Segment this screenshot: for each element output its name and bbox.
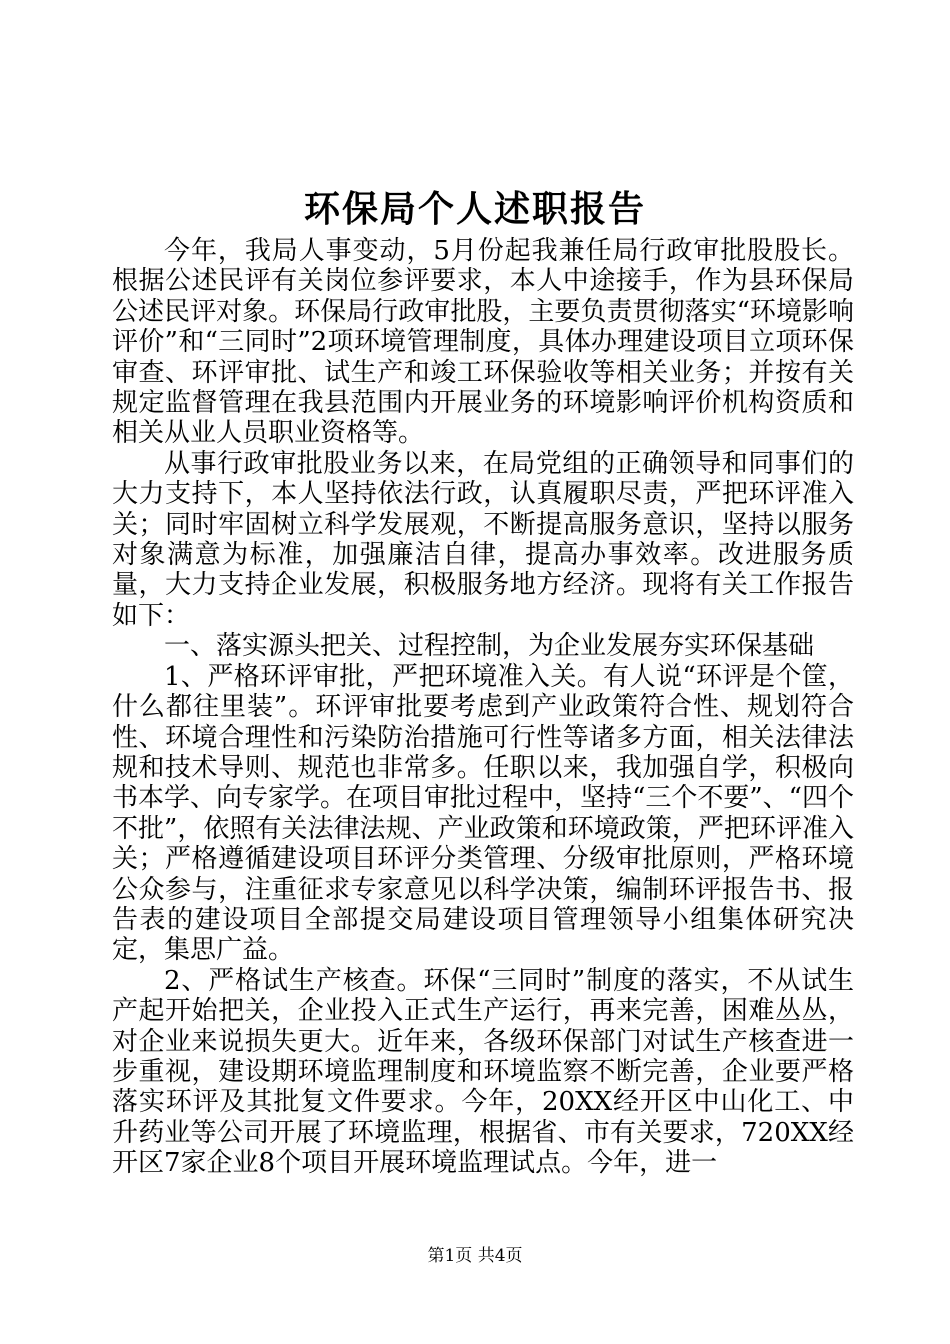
paragraph-3: 1、严格环评审批，严把环境准入关。有人说“环评是个筐，什么都往里装”。环评审批要考虑到产业政策符合性、规划符合性、环境合理性和污染防治措施可行性等诸多方面，相关法律法规和技术导则、规范也非常多。任职以来，我加强自学，积极向书本学、向专家学。在项目审批过程中，坚持“三个不要”、“四个不批”，依照有关法律法规、产业政策和环境政策，严把环评准入关；严格遵循建设项目环评分类管理、分级审批原则，严格环境公众参与，注重征求专家意见以科学决策，编制环评报告书、报告表的建设项目全部提交局建设项目管理领导小组集体研究决定，集思广益。 <box>112 661 854 966</box>
section-heading-1: 一、落实源头把关、过程控制，为企业发展夯实环保基础 <box>164 631 815 662</box>
paragraph-4: 2、严格试生产核查。环保“三同时”制度的落实，不从试生产起开始把关，企业投入正式生产运行，再来完善，困难丛丛，对企业来说损失更大。近年来，各级环保部门对试生产核查进一步重视，建设期环境监理制度和环境监察不断完善，企业要严格落实环评及其批复文件要求。今年，20XX经开区中山化工、中升药业等公司开展了环境监理，根据省、市有关要求，720XX经开区7家企业8个项目开展环境监理试点。今年，进一 <box>112 965 854 1179</box>
paragraph-2: 从事行政审批股业务以来，在局党组的正确领导和同事们的大力支持下，本人坚持依法行政，认真履职尽责，严把环评准入关；同时牢固树立科学发展观，不断提高服务意识，坚持以服务对象满意为标准，加强廉洁自律，提高办事效率。改进服务质量，大力支持企业发展，积极服务地方经济。现将有关工作报告如下： <box>112 448 854 631</box>
document-title: 环保局个人述职报告 <box>303 188 646 230</box>
page-footer: 第1页 共4页 <box>427 1246 523 1266</box>
paragraph-1: 今年，我局人事变动，5月份起我兼任局行政审批股股长。根据公述民评有关岗位参评要求，本人中途接手，作为县环保局公述民评对象。环保局行政审批股，主要负责贯彻落实“环境影响评价”和“三同时”2项环境管理制度，具体办理建设项目立项环保审查、环评审批、试生产和竣工环保验收等相关业务；并按有关规定监督管理在我县范围内开展业务的环境影响评价机构资质和相关从业人员职业资格等。 <box>112 236 854 449</box>
document-body <box>112 236 854 1179</box>
